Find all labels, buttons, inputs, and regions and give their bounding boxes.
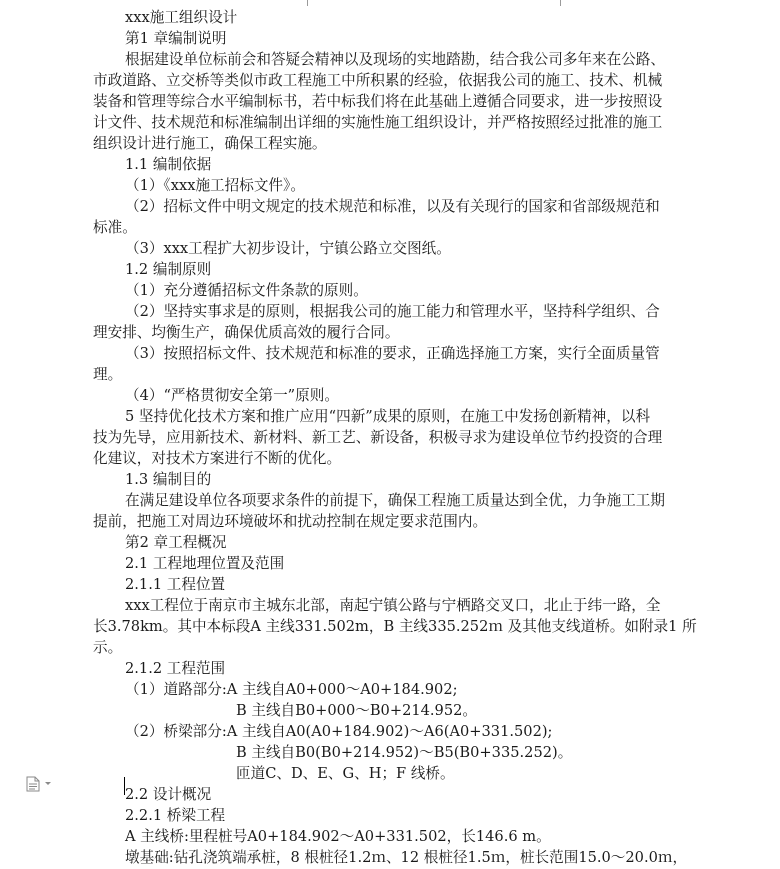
body-line: 长3.78km。其中本标段A 主线331.502m，B 主线335.252ｍ 及其他支线道桥。如附录1 所 [93,618,697,635]
body-line: 市政道路、立交桥等类似市政工程施工中所积累的经验，依据我公司的施工、技术、机械 [93,72,663,89]
body-line: 根据建设单位标前会和答疑会精神以及现场的实地踏勘，结合我公司多年来在公路、 [125,51,665,68]
section-heading: 1.1 编制依据 [125,156,212,173]
body-line: 标准。 [93,219,137,236]
body-line: 提前，把施工对周边环境破坏和扰动控制在规定要求范围内。 [93,513,488,530]
chapter-heading: 第2 章工程概况 [125,534,227,551]
list-item: B 主线自B0+000～B0+214.952。 [236,702,478,719]
body-line: 装备和管理等综合水平编制标书，若中标我们将在此基础上遵循合同要求，进一步按照设 [93,93,663,110]
body-line: 理。 [93,366,123,383]
doc-title: xxx施工组织设计 [125,9,238,26]
list-item: （3）xxx工程扩大初步设计，宁镇公路立交图纸。 [125,240,451,257]
list-item: （3）按照招标文件、技术规范和标准的要求，正确选择施工方案，实行全面质量管 [125,345,660,362]
document-icon[interactable] [26,776,40,792]
text-cursor [124,777,125,795]
section-heading: 1.2 编制原则 [125,261,212,278]
list-item: B 主线自B0(B0+214.952)～B5(B0+335.252)。 [236,744,573,761]
list-item: （4）“严格贯彻安全第一”原则。 [125,387,339,404]
body-line: 示。 [93,639,123,656]
subsection-heading: 2.2.1 桥梁工程 [125,807,226,824]
list-item: 5 坚持优化技术方案和推广应用“四新”成果的原则，在施工中发扬创新精神，以科 [125,408,651,425]
body-line: 组织设计进行施工，确保工程实施。 [93,135,327,152]
list-item: 匝道C、D、E、G、H；F 线桥。 [236,765,455,782]
list-item: （2）坚持实事求是的原则，根据我公司的施工能力和管理水平，坚持科学组织、合 [125,303,660,320]
body-line: 墩基础:钻孔浇筑端承桩，8 根桩径1.2ｍ、12 根桩径1.5ｍ，桩长范围15.0～20.0ｍ， [125,849,688,866]
chevron-down-icon[interactable] [45,782,51,785]
subsection-heading: 2.1.2 工程范围 [125,660,226,677]
body-line: xxx工程位于南京市主城东北部，南起宁镇公路与宁栖路交叉口，北止于纬一路，全 [125,597,661,614]
list-item: （2）桥梁部分:A 主线自A0(A0+184.902)～A6(A0+331.502); [125,723,553,740]
list-item: （1）《xxx施工招标文件》。 [125,177,305,194]
body-line: 在满足建设单位各项要求条件的前提下，确保工程施工质量达到全优，力争施工工期 [125,492,665,509]
body-line: 计文件、技术规范和标准编制出详细的实施性施工组织设计，并严格按照经过批准的施工 [93,114,663,131]
body-line: 化建议，对技术方案进行不断的优化。 [93,450,342,467]
body-line: A 主线桥:里程桩号A0+184.902～A0+331.502，长146.6 m。 [125,828,551,845]
subsection-heading: 2.1.1 工程位置 [125,576,226,593]
section-heading: 2.1 工程地理位置及范围 [125,555,285,572]
list-item: （1）道路部分:A 主线自A0+000～A0+184.902; [125,681,458,698]
list-item: （1）充分遵循招标文件条款的原则。 [125,282,368,299]
section-heading: 2.2 设计概况 [125,786,212,803]
list-item: （2）招标文件中明文规定的技术规范和标准，以及有关现行的国家和省部级规范和 [125,198,660,215]
section-heading: 1.3 编制目的 [125,471,212,488]
body-line: 技为先导，应用新技术、新材料、新工艺、新设备，积极寻求为建设单位节约投资的合理 [93,429,663,446]
document-page[interactable] [0,6,780,866]
chapter-heading: 第1 章编制说明 [125,30,227,47]
body-line: 理安排、均衡生产，确保优质高效的履行合同。 [93,324,400,341]
